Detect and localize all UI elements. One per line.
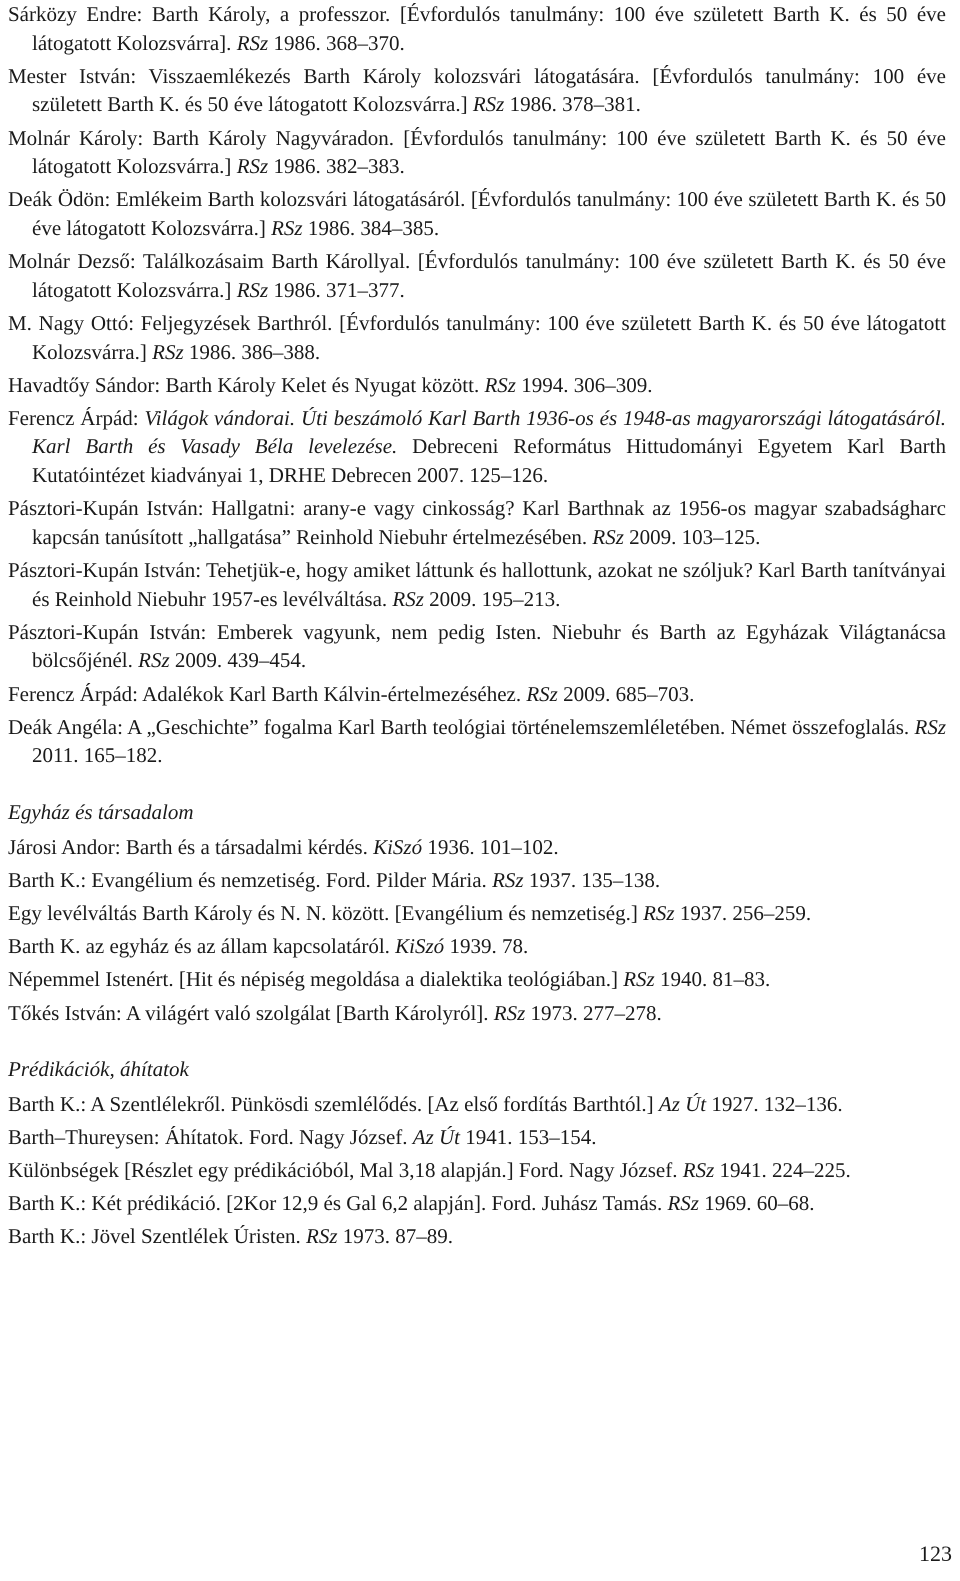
entry-text: Molnár Dezső: Találkozásaim Barth Károllyal. [Évfordulós tanulmány: 100 éve született Barth K. és 50 éve látogatott Kolozsvárra.] bbox=[8, 249, 946, 302]
bibliography-entry bbox=[8, 371, 946, 400]
entry-text: Sárközy Endre: Barth Károly, a professzor. [Évfordulós tanulmány: 100 éve született Barth K. és 50 éve látogatott Kolozsvárra]. bbox=[8, 2, 946, 55]
entry-text: 1986. 368–370. bbox=[268, 30, 405, 55]
entry-text: Mester István: Visszaemlékezés Barth Károly kolozsvári látogatására. [Évfordulós tanulmány: 100 éve született Barth K. és 50 éve látogatott Kolozsvárra.] bbox=[8, 63, 946, 117]
entry-text: Molnár Károly: Barth Károly Nagyváradon. [Évfordulós tanulmány: 100 éve született Barth K. és 50 éve látogatott Kolozsvárra.] bbox=[8, 125, 946, 179]
entry-text: Járosi Andor: Barth és a társadalmi kérdés. bbox=[8, 834, 374, 859]
bibliography-entry bbox=[8, 713, 946, 770]
entry-text: Ferencz Árpád: bbox=[8, 405, 145, 430]
entry-italic-text: RSz bbox=[306, 1224, 338, 1249]
entry-text: 1936. 101–102. bbox=[422, 834, 559, 859]
entry-italic-text: RSz bbox=[667, 1191, 699, 1216]
entry-text: 1941. 224–225. bbox=[714, 1158, 851, 1183]
section-heading: Prédikációk, áhítatok bbox=[8, 1057, 189, 1082]
entry-italic-text: RSz bbox=[493, 1000, 526, 1025]
entry-text: M. Nagy Ottó: Feljegyzések Barthról. [Évfordulós tanulmány: 100 éve született Barth K. és 50 éve látogatott Kolozsvárra.] bbox=[8, 310, 946, 364]
entry-text: 1994. 306–309. bbox=[515, 372, 653, 397]
entry-italic-text: Világok vándorai. Úti beszámoló Karl Barth 1936-os és 1948-as magyarországi látogatásáról. Karl Barth és Vasady Béla levelezése. bbox=[32, 405, 946, 459]
entry-italic-text: KiSzó bbox=[373, 834, 423, 859]
entry-text: 2009. 103–125. bbox=[623, 524, 761, 549]
entry-italic-text: Az Út bbox=[658, 1091, 707, 1116]
entry-italic-text: RSz bbox=[484, 372, 516, 397]
entry-text: Barth K.: A Szentlélekről. Pünkösdi szemlélődés. [Az első fordítás Barthtól.] bbox=[8, 1091, 659, 1116]
entry-italic-text: RSz bbox=[682, 1158, 715, 1183]
bibliography-entry bbox=[8, 247, 946, 304]
bibliography-entry bbox=[8, 309, 946, 366]
entry-text: 1973. 277–278. bbox=[525, 1000, 662, 1025]
entry-italic-text: RSz bbox=[914, 714, 946, 739]
bibliography-entry bbox=[8, 932, 946, 961]
entry-text: Barth K.: Két prédikáció. [2Kor 12,9 és Gal 6,2 alapján]. Ford. Juhász Tamás. bbox=[8, 1191, 668, 1216]
bibliography-entry bbox=[8, 0, 946, 57]
entry-text: 1939. 78. bbox=[444, 934, 529, 959]
entry-text: Barth K. az egyház és az állam kapcsolatáról. bbox=[8, 934, 396, 959]
entry-text: Ferencz Árpád: Adalékok Karl Barth Kálvin-értelmezéséhez. bbox=[8, 681, 527, 706]
entry-text: 1973. 87–89. bbox=[337, 1224, 454, 1249]
entry-italic-text: RSz bbox=[643, 900, 675, 925]
bibliography-entry bbox=[8, 404, 946, 490]
bibliography-entry bbox=[8, 999, 946, 1028]
bibliography-entry bbox=[8, 124, 946, 181]
entry-italic-text: KiSzó bbox=[395, 934, 445, 959]
entry-text: 2009. 439–454. bbox=[169, 648, 307, 673]
entry-italic-text: Az Út bbox=[412, 1124, 461, 1149]
entry-text: Egy levélváltás Barth Károly és N. N. között. [Evangélium és nemzetiség.] bbox=[8, 900, 644, 925]
entry-italic-text: RSz bbox=[236, 30, 269, 55]
entry-text: 2009. 195–213. bbox=[423, 586, 561, 611]
entry-text: 1969. 60–68. bbox=[698, 1191, 815, 1216]
entry-italic-text: RSz bbox=[392, 586, 424, 611]
entry-text: Pásztori-Kupán István: Emberek vagyunk, nem pedig Isten. Niebuhr és Barth az Egyházak Világtanácsa bölcsőjénél. bbox=[8, 619, 946, 673]
bibliography-page bbox=[8, 0, 946, 1256]
entry-text: 1986. 384–385. bbox=[302, 215, 440, 240]
entry-text: Különbségek [Részlet egy prédikációból, Mal 3,18 alapján.] Ford. Nagy József. bbox=[8, 1158, 683, 1183]
entry-text: Debreceni Református Hittudományi Egyetem Karl Barth Kutatóintézet kiadványai 1, DRHE Debrecen 2007. 125–126. bbox=[32, 434, 946, 488]
entry-text: 1927. 132–136. bbox=[706, 1091, 843, 1116]
entry-italic-text: RSz bbox=[236, 277, 269, 302]
entry-text: 2009. 685–703. bbox=[557, 681, 695, 706]
entry-text: Havadtőy Sándor: Barth Károly Kelet és Nyugat között. bbox=[8, 372, 485, 397]
page-number: 123 bbox=[919, 1541, 952, 1566]
bibliography-entry bbox=[8, 62, 946, 119]
entry-text: 1937. 135–138. bbox=[523, 867, 661, 892]
bibliography-entry bbox=[8, 899, 946, 928]
entry-text: 1941. 153–154. bbox=[460, 1124, 597, 1149]
entry-text: Deák Angéla: A „Geschichte” fogalma Karl Barth teológiai történelemszemléletében. Német összefoglalás. bbox=[8, 714, 915, 739]
bibliography-entry bbox=[8, 680, 946, 709]
entry-text: Pásztori-Kupán István: Hallgatni: arany-e vagy cinkosság? Karl Barthnak az 1956-os magyar szabadságharc kapcsán tanúsított „hallgatása” Reinhold Niebuhr értelmezésében. bbox=[8, 496, 946, 549]
entry-text: 1986. 386–388. bbox=[183, 339, 321, 364]
bibliography-entry bbox=[8, 866, 946, 895]
bibliography-sections bbox=[8, 0, 946, 1251]
entry-italic-text: RSz bbox=[138, 648, 170, 673]
entry-text: 1940. 81–83. bbox=[654, 967, 771, 992]
bibliography-entry bbox=[8, 1222, 946, 1251]
bibliography-entry bbox=[8, 618, 946, 675]
entry-italic-text: RSz bbox=[592, 524, 624, 549]
entry-text: 2011. 165–182. bbox=[32, 743, 163, 768]
entry-italic-text: RSz bbox=[623, 967, 655, 992]
entry-text: Barth–Thureysen: Áhítatok. Ford. Nagy József. bbox=[8, 1124, 413, 1149]
entry-text: 1986. 371–377. bbox=[268, 277, 405, 302]
entry-text: 1986. 378–381. bbox=[504, 92, 641, 117]
entry-text: Népemmel Istenért. [Hit és népiség megoldása a dialektika teológiában.] bbox=[8, 967, 624, 992]
entry-text: Barth K.: Evangélium és nemzetiség. Ford. Pilder Mária. bbox=[8, 867, 493, 892]
entry-italic-text: RSz bbox=[271, 215, 303, 240]
bibliography-entry bbox=[8, 1123, 946, 1152]
bibliography-entry bbox=[8, 1189, 946, 1218]
bibliography-entry bbox=[8, 833, 946, 862]
entry-italic-text: RSz bbox=[472, 92, 505, 117]
entry-italic-text: RSz bbox=[526, 681, 558, 706]
entry-text: 1937. 256–259. bbox=[674, 900, 812, 925]
bibliography-entry bbox=[8, 185, 946, 242]
bibliography-entry bbox=[8, 1090, 946, 1119]
bibliography-entry bbox=[8, 965, 946, 994]
entry-text: 1986. 382–383. bbox=[268, 154, 405, 179]
entry-text: Pásztori-Kupán István: Tehetjük-e, hogy amiket láttunk és hallottunk, azokat ne szóljuk? Karl Barth tanítványai és Reinhold Niebuhr 1957-es levélváltása. bbox=[8, 558, 946, 611]
entry-text: Barth K.: Jövel Szentlélek Úristen. bbox=[8, 1224, 307, 1249]
bibliography-entry bbox=[8, 1156, 946, 1185]
bibliography-entry bbox=[8, 556, 946, 613]
entry-italic-text: RSz bbox=[152, 339, 184, 364]
entry-italic-text: RSz bbox=[236, 154, 269, 179]
entry-text: Tőkés István: A világért való szolgálat [Barth Károlyról]. bbox=[8, 1000, 494, 1025]
bibliography-entry bbox=[8, 494, 946, 551]
entry-text: Deák Ödön: Emlékeim Barth kolozsvári látogatásáról. [Évfordulós tanulmány: 100 éve született Barth K. és 50 éve látogatott Kolozsvárra.] bbox=[8, 187, 946, 240]
entry-italic-text: RSz bbox=[492, 867, 524, 892]
section-heading: Egyház és társadalom bbox=[8, 799, 194, 824]
